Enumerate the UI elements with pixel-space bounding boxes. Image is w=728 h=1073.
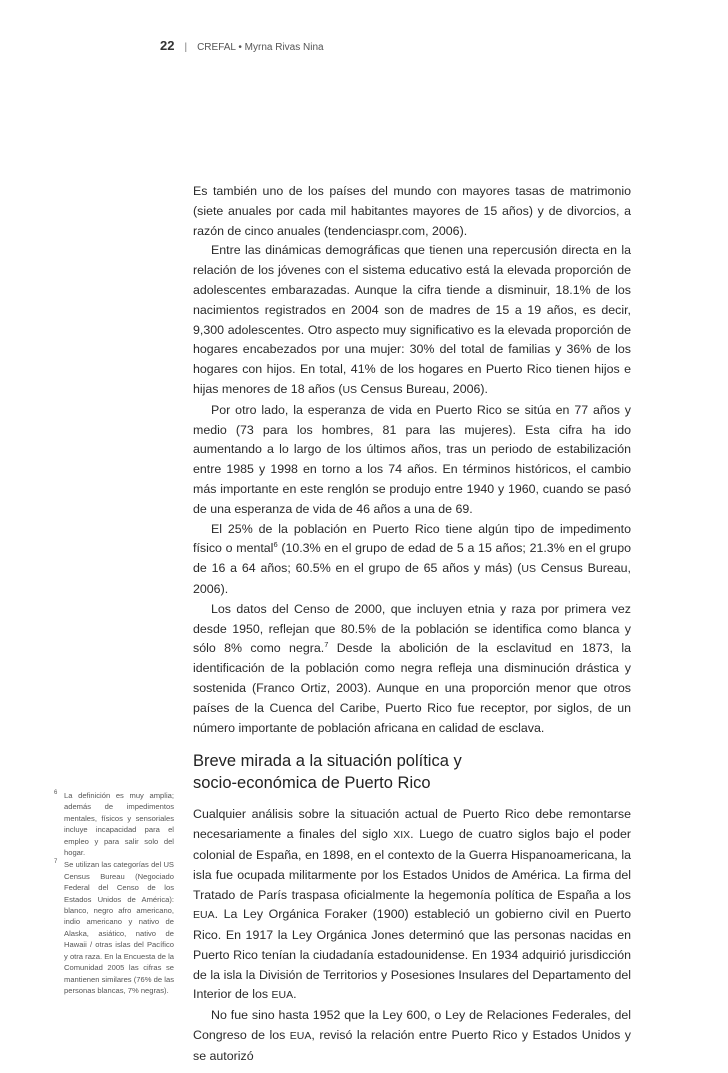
smallcaps-us: US (342, 383, 358, 396)
footnote-7 (54, 859, 174, 996)
footnotes (54, 790, 174, 997)
paragraph-5: Los datos del Censo de 2000, que incluyen etnia y raza por primera vez desde 1950, reflejan que 80.5% de la población se identifica como blanca y sólo 8% como negra.$^7$ Desde la abolición de la esclavitud en 1873, la identificación de la población como negra refleja una disminución drástica y sostenida (Franco Ortiz, 2003). Aunque en una proporción menor que otros países de la Cuenca del Caribe, Puerto Rico fue receptor, por siglos, de un número importante de población africana en calidad de esclava. (193, 601, 632, 735)
footnote-text: La definición es muy amplia; además de impedimentos mentales, físicos y sensoriales incluye incapacidad para el empleo y para salir solo del hogar. (64, 791, 174, 858)
header-separator: | (184, 42, 188, 53)
footnote-marker: 6 (54, 790, 58, 796)
running-header (160, 38, 324, 53)
smallcaps-eua: EUA (193, 909, 215, 922)
footnote-6 (54, 790, 174, 858)
footnote-ref-6: 6 (273, 540, 278, 550)
main-text-column (193, 182, 631, 1067)
paragraph-4: El 25% de la población en Puerto Rico tiene algún tipo de impedimento físico o mental$^6$ (10.3% en el grupo de edad de 5 a 15 años; 21.3% en el grupo de 16 a 64 años; 60.5% en el grupo de 65 años y más) (US Census Bureau, 2006). (193, 521, 631, 596)
footnote-text: Se utilizan las categorías del US Census Bureau (Negociado Federal del Censo de los Estados Unidos de América): blanco, negro afro americano, indio americano y nativo de Alaska, asiático, nativo de Hawaii / otras islas del Pacífico y otra raza. En la Encuesta de la Comunidad 2005 las cifras se mantienen similares (76% de las personas blancas, 7% negras). (64, 860, 174, 995)
footnote-ref-7: 7 (324, 640, 329, 650)
paragraph-3: Por otro lado, la esperanza de vida en Puerto Rico se sitúa en 77 años y medio (73 para los hombres, 81 para las mujeres). Esta cifra ha ido aumentando a lo largo de los últimos años, tras un periodo de estabilización entre 1985 y 1998 en torno a los 74 años. En términos históricos, el cambio más importante en este renglón se produjo entre 1940 y 1960, cuando se pasó de una esperanza de vida de 46 años a una de 69. (193, 402, 631, 516)
section-heading: Breve mirada a la situación política y socio-económica de Puerto Rico (193, 752, 462, 793)
running-title: CREFAL • Myrna Rivas Nina (197, 42, 324, 53)
paragraph-6: Cualquier análisis sobre la situación actual de Puerto Rico debe remontarse necesariamente a finales del siglo XIX. Luego de cuatro siglos bajo el poder colonial de España, en 1898, en el contexto de la Guerra Hispanoamericana, la isla fue ocupada militarmente por los Estados Unidos de América. La firma del Tratado de París traspasa oficialmente la hegemonía política de España a los EUA. La Ley Orgánica Foraker (1900) estableció un gobierno civil en Puerto Rico. En 1917 la Ley Orgánica Jones determinó que las personas nacidas en Puerto Rico tenían la ciudadanía estadounidense. En 1934 adquirió jurisdicción de la isla la División de Territorios y Posesiones Insulares del Departamento del Interior de los EUA. (193, 807, 631, 1002)
footnote-marker: 7 (54, 859, 58, 866)
smallcaps-eua: EUA (271, 989, 294, 1002)
smallcaps-xix: XIX (393, 829, 411, 842)
smallcaps-eua: EUA (289, 1030, 312, 1043)
paragraph-1: Es también uno de los países del mundo con mayores tasas de matrimonio (siete anuales por cada mil habitantes mayores de 15 años) y de divorcios, a razón de cinco anuales (tendenciaspr.com, 2006). (193, 184, 631, 238)
paragraph-2: Entre las dinámicas demográficas que tienen una repercusión directa en la relación de los jóvenes con el sistema educativo está la elevada proporción de adolescentes embarazadas. Aunque la cifra tiende a disminuir, 18.1% de los nacimientos registrados en 2004 son de madres de 15 a 19 años, es decir, 9,300 adolescentes. Otro aspecto muy significativo es la elevada proporción de hogares encabezados por una mujer: 30% del total de familias y 36% de los hogares con hijos. En total, 41% de los hogares en Puerto Rico tienen hijos e hijas menores de 18 años (US Census Bureau, 2006). (193, 243, 631, 396)
page-number: 22 (160, 38, 175, 53)
paragraph-7: No fue sino hasta 1952 que la Ley 600, o Ley de Relaciones Federales, del Congreso de los EUA, revisó la relación entre Puerto Rico y Estados Unidos y se autorizó (193, 1008, 631, 1063)
smallcaps-us: US (521, 563, 536, 576)
